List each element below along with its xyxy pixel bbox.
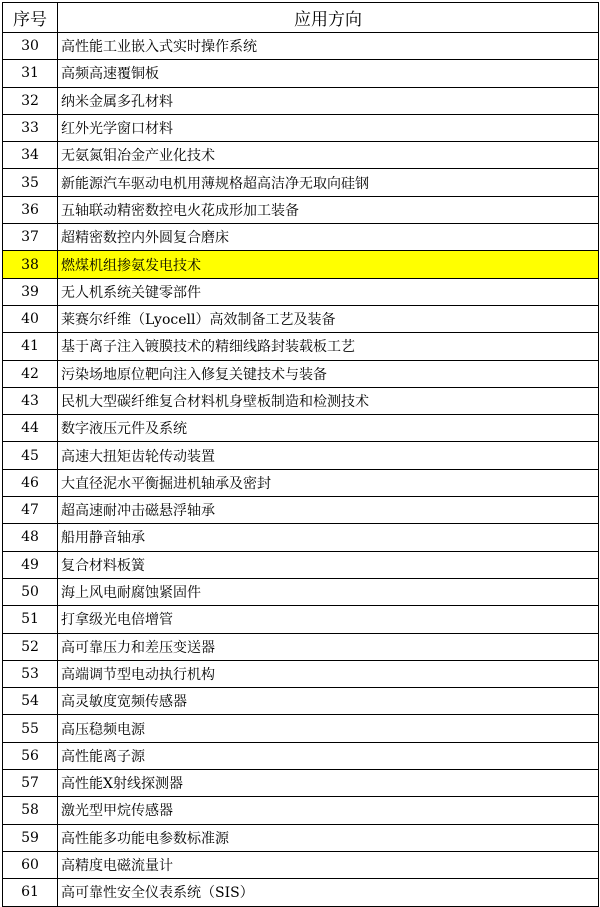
row-application-name: 高精度电磁流量计 xyxy=(58,851,599,878)
table-row xyxy=(3,797,599,824)
row-serial-number: 37 xyxy=(3,224,58,251)
row-serial-number: 31 xyxy=(3,60,58,87)
row-application-name: 高端调节型电动执行机构 xyxy=(58,660,599,687)
row-serial-number: 50 xyxy=(3,578,58,605)
table-row xyxy=(3,770,599,797)
row-serial-number: 58 xyxy=(3,797,58,824)
row-application-name: 污染场地原位靶向注入修复关键技术与装备 xyxy=(58,360,599,387)
row-application-name: 无氨氮钼冶金产业化技术 xyxy=(58,142,599,169)
table-row xyxy=(3,33,599,60)
row-application-name: 高性能X射线探测器 xyxy=(58,770,599,797)
row-application-name: 高性能工业嵌入式实时操作系统 xyxy=(58,33,599,60)
row-serial-number: 60 xyxy=(3,851,58,878)
row-application-name: 新能源汽车驱动电机用薄规格超高洁净无取向硅钢 xyxy=(58,169,599,196)
row-serial-number: 52 xyxy=(3,633,58,660)
table-row xyxy=(3,606,599,633)
row-serial-number: 47 xyxy=(3,497,58,524)
row-application-name: 大直径泥水平衡掘进机轴承及密封 xyxy=(58,469,599,496)
row-application-name: 高速大扭矩齿轮传动装置 xyxy=(58,442,599,469)
application-table xyxy=(2,2,599,907)
table-row xyxy=(3,305,599,332)
row-serial-number: 54 xyxy=(3,688,58,715)
table-row xyxy=(3,169,599,196)
table-row xyxy=(3,524,599,551)
table-row xyxy=(3,824,599,851)
row-serial-number: 44 xyxy=(3,415,58,442)
row-application-name: 海上风电耐腐蚀紧固件 xyxy=(58,578,599,605)
table-row xyxy=(3,360,599,387)
header-application-direction: 应用方向 xyxy=(58,3,599,33)
row-application-name: 超高速耐冲击磁悬浮轴承 xyxy=(58,497,599,524)
row-serial-number: 34 xyxy=(3,142,58,169)
row-serial-number: 38 xyxy=(3,251,58,278)
row-application-name: 五轴联动精密数控电火花成形加工装备 xyxy=(58,196,599,223)
table-row xyxy=(3,742,599,769)
table-row xyxy=(3,224,599,251)
table-row xyxy=(3,469,599,496)
application-table-container xyxy=(2,2,598,907)
row-application-name: 高性能多功能电参数标准源 xyxy=(58,824,599,851)
row-application-name: 高性能离子源 xyxy=(58,742,599,769)
row-serial-number: 46 xyxy=(3,469,58,496)
row-serial-number: 33 xyxy=(3,114,58,141)
table-body xyxy=(3,33,599,907)
table-row xyxy=(3,578,599,605)
row-application-name: 船用静音轴承 xyxy=(58,524,599,551)
row-application-name: 复合材料板簧 xyxy=(58,551,599,578)
row-application-name: 超精密数控内外圆复合磨床 xyxy=(58,224,599,251)
table-row xyxy=(3,688,599,715)
row-application-name: 无人机系统关键零部件 xyxy=(58,278,599,305)
row-application-name: 高灵敏度宽频传感器 xyxy=(58,688,599,715)
table-row xyxy=(3,387,599,414)
table-header-row xyxy=(3,3,599,33)
row-serial-number: 36 xyxy=(3,196,58,223)
row-application-name: 打拿级光电倍增管 xyxy=(58,606,599,633)
row-serial-number: 43 xyxy=(3,387,58,414)
row-application-name: 高可靠性安全仪表系统（SIS） xyxy=(58,879,599,906)
row-serial-number: 55 xyxy=(3,715,58,742)
header-serial-number: 序号 xyxy=(3,3,58,33)
table-row xyxy=(3,278,599,305)
row-application-name: 纳米金属多孔材料 xyxy=(58,87,599,114)
table-row xyxy=(3,333,599,360)
row-application-name: 民机大型碳纤维复合材料机身壁板制造和检测技术 xyxy=(58,387,599,414)
row-application-name: 激光型甲烷传感器 xyxy=(58,797,599,824)
table-row xyxy=(3,196,599,223)
row-serial-number: 57 xyxy=(3,770,58,797)
table-row xyxy=(3,851,599,878)
table-row xyxy=(3,142,599,169)
row-serial-number: 41 xyxy=(3,333,58,360)
row-application-name: 数字液压元件及系统 xyxy=(58,415,599,442)
row-application-name: 高可靠压力和差压变送器 xyxy=(58,633,599,660)
table-row xyxy=(3,551,599,578)
table-row xyxy=(3,251,599,278)
row-serial-number: 48 xyxy=(3,524,58,551)
row-application-name: 高频高速覆铜板 xyxy=(58,60,599,87)
row-serial-number: 51 xyxy=(3,606,58,633)
row-serial-number: 39 xyxy=(3,278,58,305)
row-serial-number: 35 xyxy=(3,169,58,196)
table-row xyxy=(3,114,599,141)
row-application-name: 红外光学窗口材料 xyxy=(58,114,599,141)
table-row xyxy=(3,415,599,442)
row-serial-number: 40 xyxy=(3,305,58,332)
row-serial-number: 53 xyxy=(3,660,58,687)
row-application-name: 莱赛尔纤维（Lyocell）高效制备工艺及装备 xyxy=(58,305,599,332)
table-row xyxy=(3,633,599,660)
table-row xyxy=(3,442,599,469)
table-row xyxy=(3,497,599,524)
table-row xyxy=(3,660,599,687)
row-serial-number: 42 xyxy=(3,360,58,387)
row-serial-number: 49 xyxy=(3,551,58,578)
row-serial-number: 56 xyxy=(3,742,58,769)
table-row xyxy=(3,87,599,114)
row-application-name: 燃煤机组掺氨发电技术 xyxy=(58,251,599,278)
row-serial-number: 61 xyxy=(3,879,58,906)
table-row xyxy=(3,60,599,87)
row-serial-number: 30 xyxy=(3,33,58,60)
row-application-name: 基于离子注入镀膜技术的精细线路封装载板工艺 xyxy=(58,333,599,360)
row-serial-number: 32 xyxy=(3,87,58,114)
row-application-name: 高压稳频电源 xyxy=(58,715,599,742)
table-row xyxy=(3,715,599,742)
row-serial-number: 45 xyxy=(3,442,58,469)
row-serial-number: 59 xyxy=(3,824,58,851)
table-row xyxy=(3,879,599,906)
